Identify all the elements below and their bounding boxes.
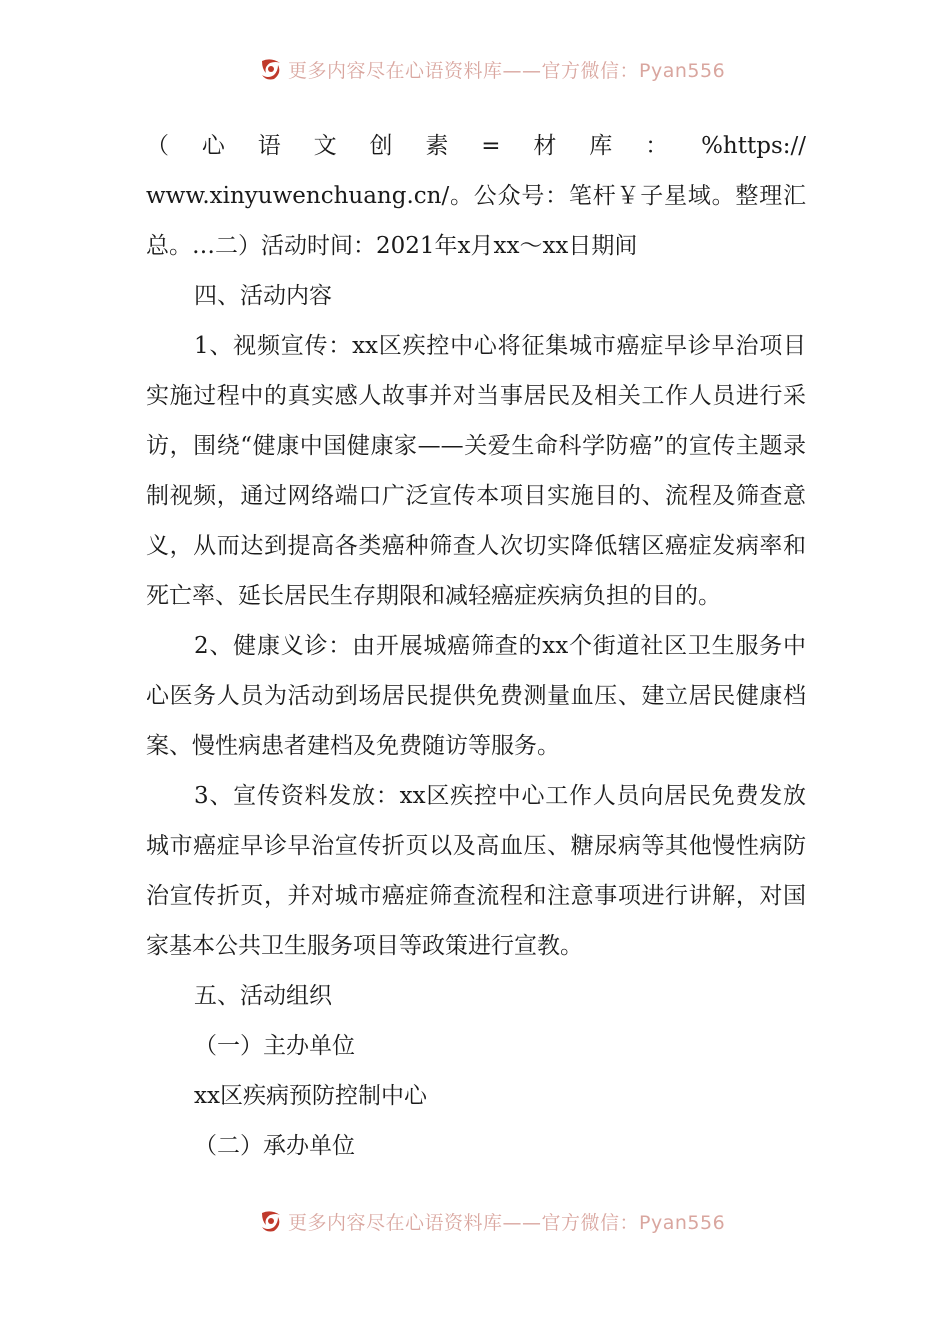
- paragraph: 2、健康义诊：由开展城癌筛查的xx个街道社区卫生服务中心医务人员为活动到场居民提供免费测量血压、建立居民健康档案、慢性病患者建档及免费随访等服务。: [146, 633, 806, 759]
- text-line: 总。…二）活动时间：2021年x月xx～xx日期间: [146, 233, 638, 259]
- sub-heading: （一）主办单位: [194, 1033, 355, 1059]
- sub-heading: （二）承办单位: [194, 1133, 355, 1159]
- text-line: （心语文创素=材库：%https://: [146, 133, 806, 159]
- paragraph: 1、视频宣传：xx区疾控中心将征集城市癌症早诊早治项目实施过程中的真实感人故事并对当事居民及相关工作人员进行采访，围绕“健康中国健康家——关爱生命科学防癌”的宣传主题录制视频，通过网络端口广泛宣传本项目实施目的、流程及筛查意义，从而达到提高各类癌种筛查人次切实降低辖区癌症发病率和死亡率、延长居民生存期限和减轻癌症疾病负担的目的。: [146, 333, 806, 609]
- watermark-footer: [258, 1208, 725, 1234]
- brand-logo-icon: [258, 57, 284, 81]
- document-body: [146, 121, 806, 1171]
- section-heading: 五、活动组织: [194, 983, 332, 1009]
- watermark-text: 更多内容尽在心语资料库——官方微信：Pyan556: [288, 59, 726, 82]
- section-heading: 四、活动内容: [194, 283, 332, 309]
- paragraph: xx区疾病预防控制中心: [194, 1083, 427, 1109]
- paragraph: 3、宣传资料发放：xx区疾控中心工作人员向居民免费发放城市癌症早诊早治宣传折页以及高血压、糖尿病等其他慢性病防治宣传折页，并对城市癌症筛查流程和注意事项进行讲解，对国家基本公共卫生服务项目等政策进行宣教。: [146, 783, 806, 959]
- brand-logo-icon: [258, 1209, 284, 1233]
- watermark-header: [258, 56, 725, 82]
- watermark-text: 更多内容尽在心语资料库——官方微信：Pyan556: [288, 1211, 726, 1234]
- opening-paragraph: [146, 121, 806, 271]
- text-line: www.xinyuwenchuang.cn/。公众号：笔杆￥子星域。整理汇: [146, 183, 806, 209]
